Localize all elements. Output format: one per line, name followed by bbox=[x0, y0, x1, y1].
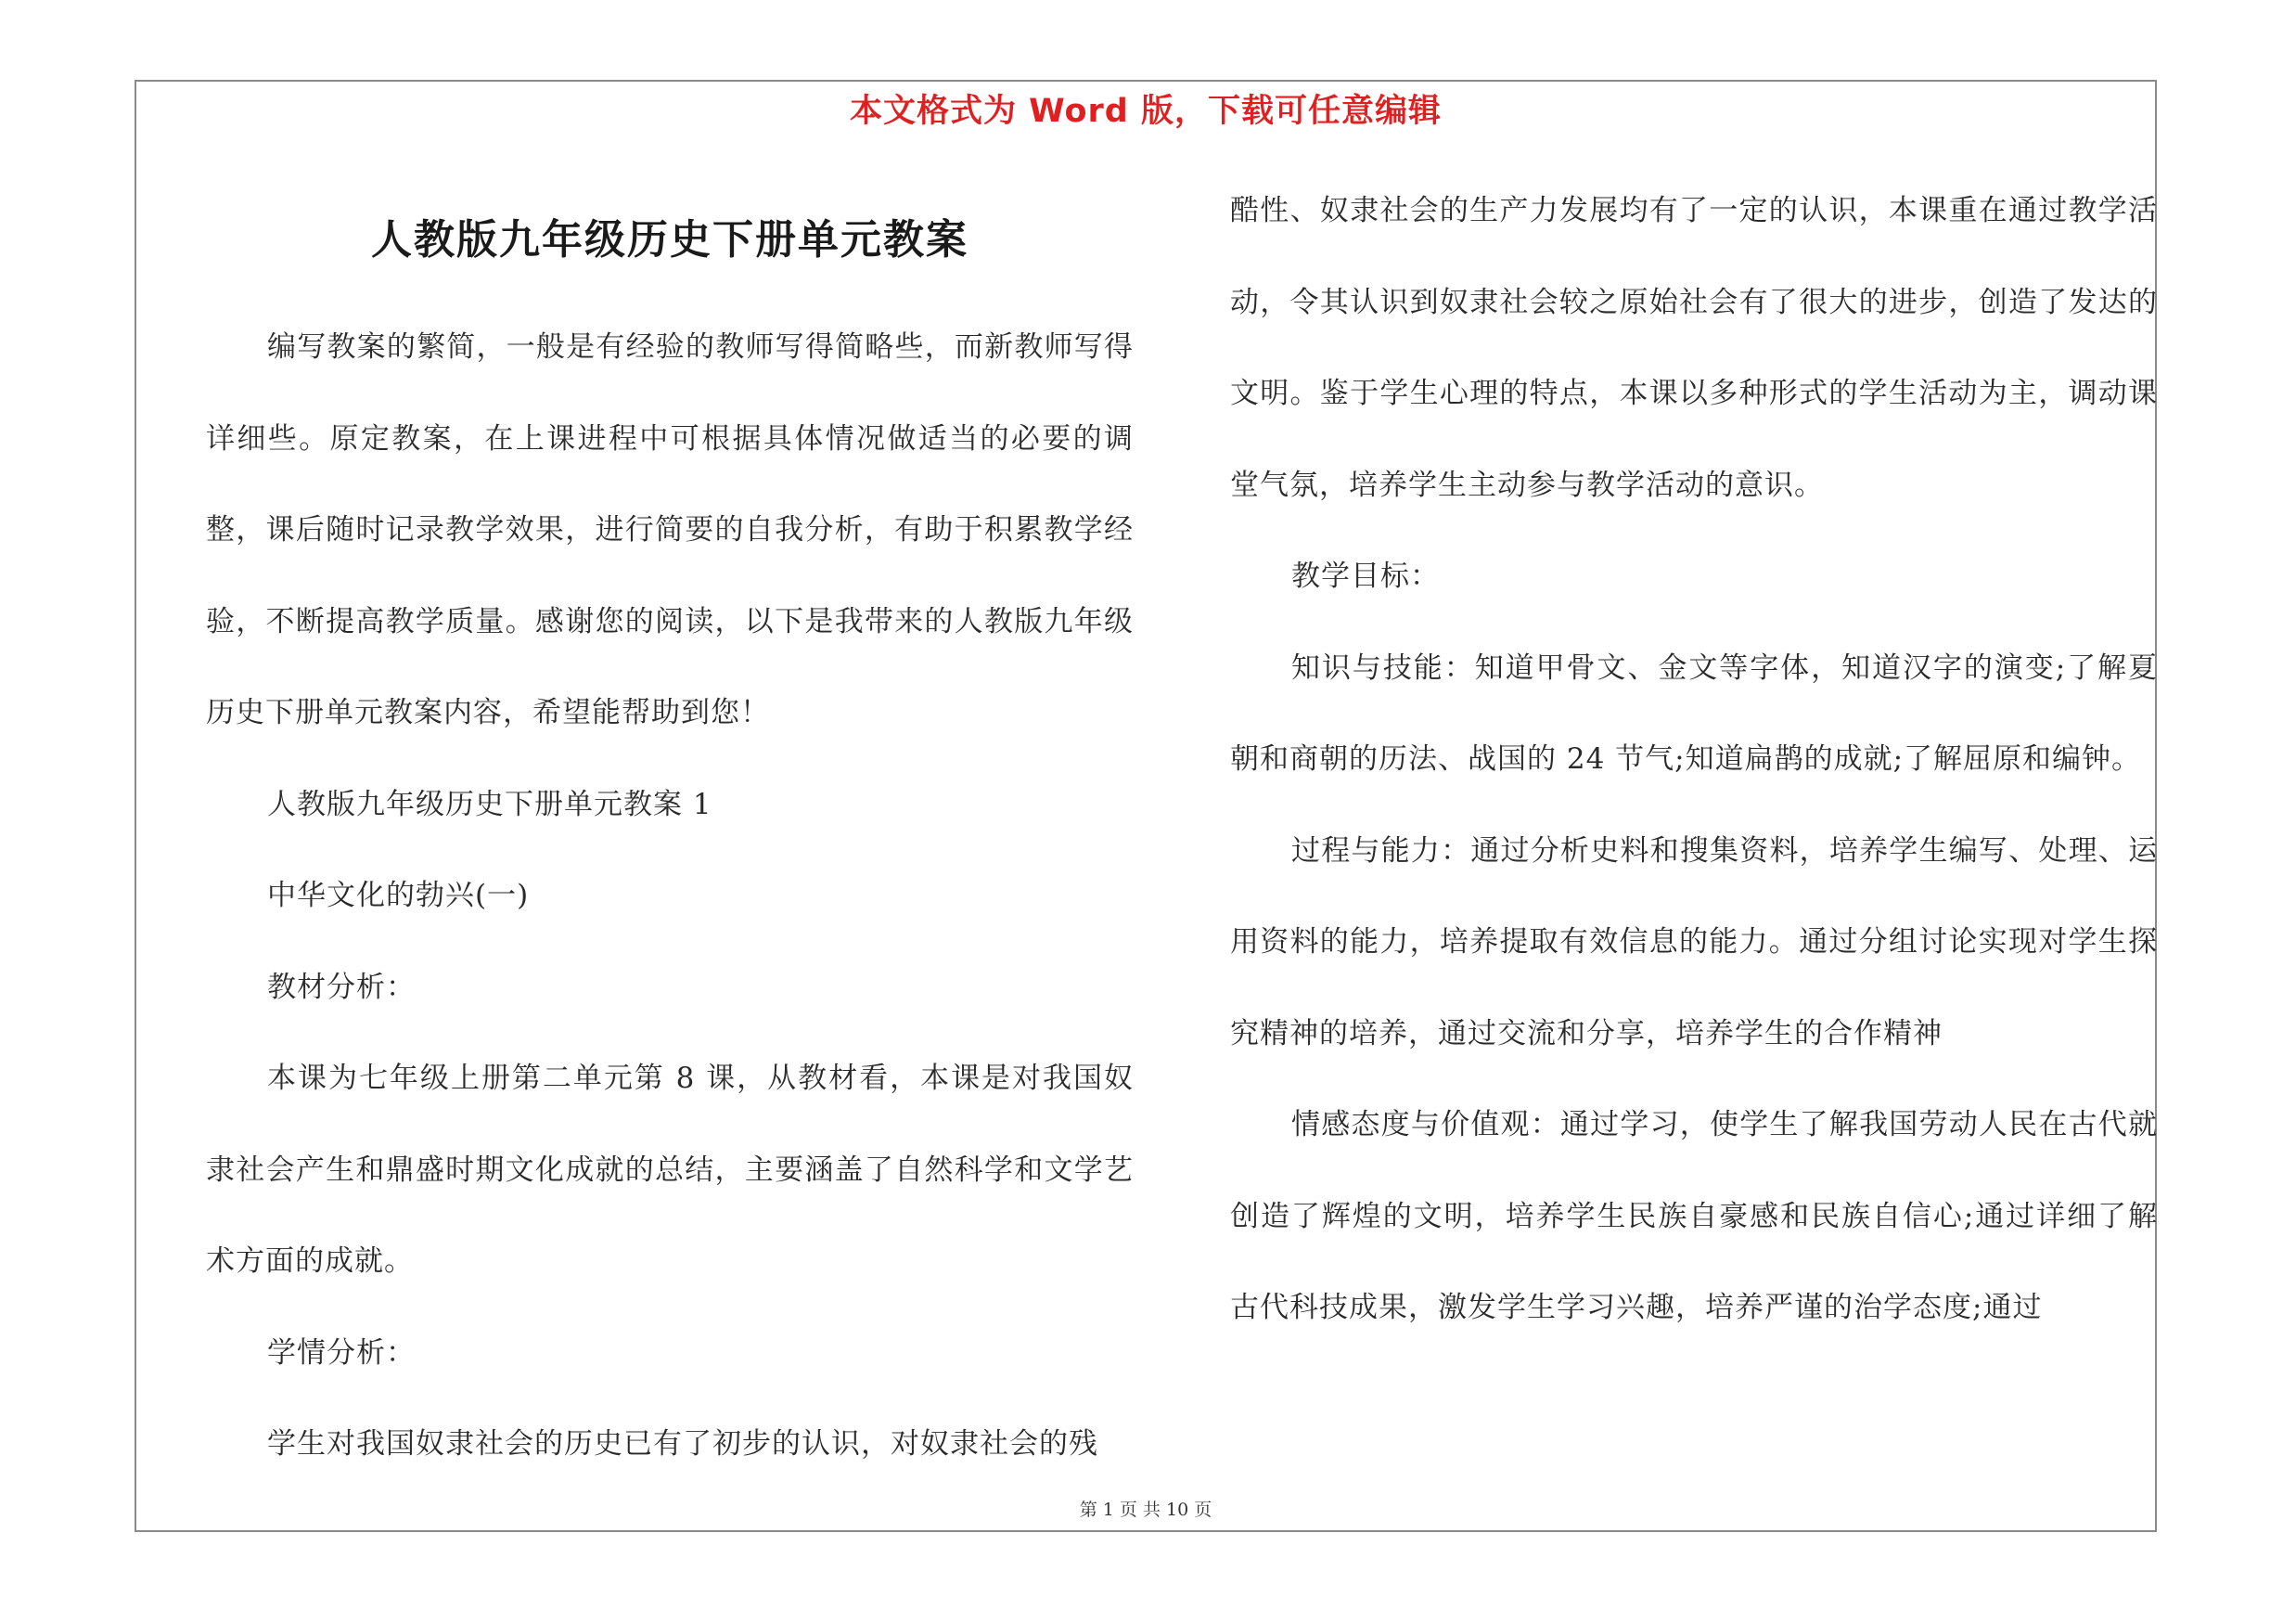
lesson-title: 中华文化的勃兴(一) bbox=[267, 879, 530, 912]
page-number-footer: 第 1 页 共 10 页 bbox=[1079, 1500, 1212, 1520]
intro-paragraph: 编写教案的繁简，一般是有经验的教师写得简略些，而新教师写得详细些。原定教案，在上课进程中可根据具体情况做适当的必要的调整，课后随时记录教学效果，进行简要的自我分析，有助于积累教学经验，不断提高教学质量。感谢您的阅读，以下是我带来的人教版九年级历史下册单元教案内容，希望能帮助到您！ bbox=[206, 330, 1134, 729]
goal-process-ability: 过程与能力：通过分析史料和搜集资料，培养学生编写、处理、运用资料的能力，培养提取有效信息的能力。通过分组讨论实现对学生探究精神的培养，通过交流和分享，培养学生的合作精神 bbox=[1230, 833, 2158, 1050]
lesson-heading: 人教版九年级历史下册单元教案 1 bbox=[267, 787, 712, 821]
goal-knowledge-skills: 知识与技能：知道甲骨文、金文等字体，知道汉字的演变;了解夏朝和商朝的历法、战国的 24 节气;知道扁鹊的成就;了解屈原和编钟。 bbox=[1230, 650, 2158, 776]
student-analysis-continued: 酷性、奴隶社会的生产力发展均有了一定的认识，本课重在通过教学活动，令其认识到奴隶社会较之原始社会有了很大的进步，创造了发达的文明。鉴于学生心理的特点，本课以多种形式的学生活动为主，调动课堂气氛，培养学生主动参与教学活动的意识。 bbox=[1230, 194, 2158, 502]
textbook-analysis-paragraph: 本课为七年级上册第二单元第 8 课，从教材看，本课是对我国奴隶社会产生和鼎盛时期文化成就的总结，主要涵盖了自然科学和文学艺术方面的成就。 bbox=[206, 1062, 1134, 1278]
goal-emotion-values: 情感态度与价值观：通过学习，使学生了解我国劳动人民在古代就创造了辉煌的文明，培养学生民族自豪感和民族自信心;通过详细了解古代科技成果，激发学生学习兴趣，培养严谨的治学态度;通过 bbox=[1230, 1108, 2158, 1324]
section-heading-student-analysis: 学情分析： bbox=[267, 1335, 416, 1370]
right-column bbox=[1230, 165, 2158, 1354]
section-heading-teaching-goals: 教学目标： bbox=[1291, 560, 1440, 593]
format-banner: 本文格式为 Word 版，下载可任意编辑 bbox=[849, 93, 1443, 130]
section-heading-textbook-analysis: 教材分析： bbox=[267, 970, 416, 1004]
left-column bbox=[206, 302, 1134, 1490]
document-title: 人教版九年级历史下册单元教案 bbox=[371, 216, 968, 264]
student-analysis-paragraph: 学生对我国奴隶社会的历史已有了初步的认识，对奴隶社会的残 bbox=[267, 1427, 1098, 1461]
